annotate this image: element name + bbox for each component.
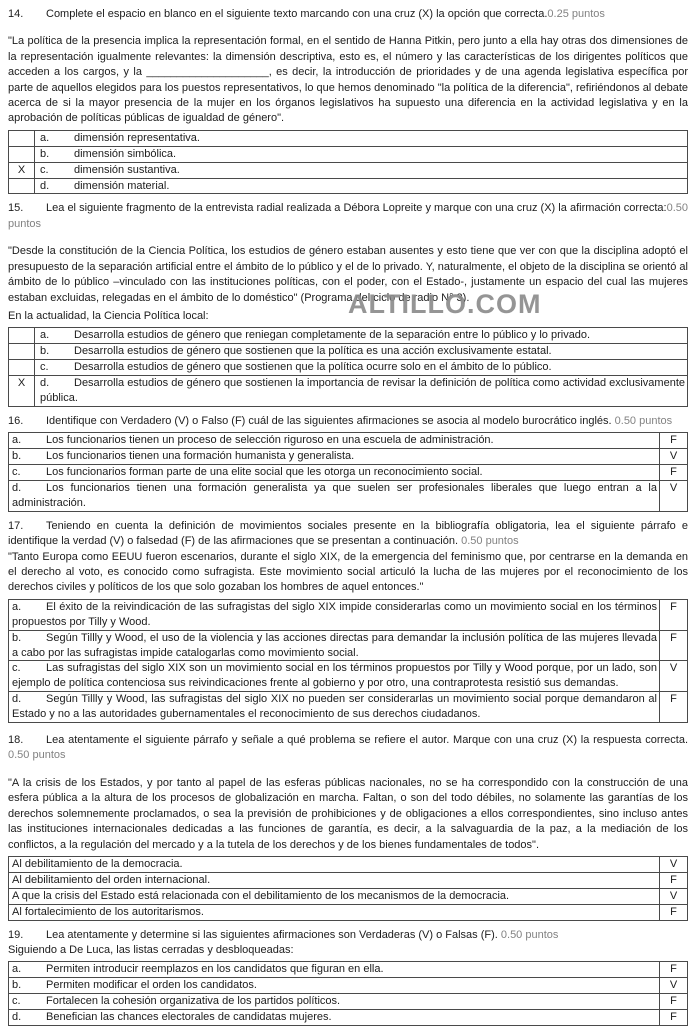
q17-letter-c: c. — [12, 662, 21, 675]
q18-vf-3: V — [660, 888, 688, 904]
q15-letter-c: c. — [40, 361, 49, 374]
q18-row-3 — [9, 888, 688, 904]
q17-row-a — [9, 599, 688, 630]
q19-letter-c: c. — [12, 995, 21, 1008]
q15-text-a: Desarrolla estudios de género que reniegan completamente de la separación entre lo público y lo privado. — [74, 329, 591, 342]
q17-text-b: Según Tillly y Wood, el uso de la violencia y las acciones directas para demandar la inclusión política de las mujeres llevada a cabo por las sufragistas impide catalogarlas como movimiento social. — [12, 631, 657, 659]
q14-prompt: Complete el espacio en blanco en el siguiente texto marcando con una cruz (X) la opción que correcta. — [46, 8, 548, 20]
q17-statement-a — [9, 599, 660, 630]
q15-prompt: Lea el siguiente fragmento de la entrevista radial realizada a Débora Lopreite y marque con una cruz (X) la afirmación correcta: — [46, 202, 667, 215]
q16-row-b — [9, 449, 688, 465]
q17-letter-b: b. — [12, 631, 22, 644]
q17-quote: "Tanto Europa como EEUU fueron escenarios, durante el siglo XIX, de la emergencia del feminismo que, por centrarse en la demanda en el derecho al voto, es conocido como sufragista. Este movimiento social articuló la lucha de las mujeres por el reconocimiento de los derechos civiles y políticos de los que solo gozaban los hombres de aquel entonces." — [8, 550, 688, 594]
q15-mark-d: X — [9, 376, 35, 407]
q17-letter-a: a. — [12, 600, 22, 613]
q14-letter-b: b. — [40, 147, 50, 160]
q16-text-c: Los funcionarios forman parte de una elite social que les otorga un reconocimiento social. — [46, 466, 483, 479]
q17-row-b — [9, 630, 688, 661]
q18-answer-2: Al debilitamiento del orden internacional. — [9, 872, 660, 888]
q16-letter-c: c. — [12, 466, 21, 479]
q18-answer-3: A que la crisis del Estado está relacionada con el debilitamiento de los mecanismos de la democracia. — [9, 888, 660, 904]
q18-vf-1: V — [660, 856, 688, 872]
q18-prompt: Lea atentamente el siguiente párrafo y señale a qué problema se refiere el autor. Marque con una cruz (X) la respuesta correcta. — [46, 734, 688, 747]
q15-text-b: Desarrolla estudios de género que sostienen que la política es una acción exclusivamente estatal. — [74, 345, 552, 358]
q16-statement-a — [9, 433, 660, 449]
q17-number: 17. — [8, 519, 24, 532]
q19-statement-c — [9, 994, 660, 1010]
q19-statement-d — [9, 1010, 660, 1026]
q17-vf-d: F — [660, 692, 688, 723]
q16-prompt: Identifique con Verdadero (V) o Falso (F) cuál de las siguientes afirmaciones se asocia al modelo burocrático inglés. — [46, 414, 612, 427]
q17-vf-b: F — [660, 630, 688, 661]
q16-statement-b — [9, 449, 660, 465]
q14-points: 0.25 puntos — [547, 8, 605, 20]
q14-option-row-b — [9, 146, 688, 162]
q19-statement-a — [9, 962, 660, 978]
q15-options-table — [8, 327, 688, 407]
q15-option-row-b — [9, 344, 688, 360]
q19-lead-in: Siguiendo a De Luca, las listas cerradas y desbloqueadas: — [8, 943, 294, 956]
q16-text-b: Los funcionarios tienen una formación humanista y generalista. — [46, 450, 355, 463]
q18-answer-1: Al debilitamiento de la democracia. — [9, 856, 660, 872]
q19-text-d: Benefician las chances electorales de candidatas mujeres. — [46, 1011, 332, 1024]
question-18 — [8, 733, 688, 920]
q15-option-row-c — [9, 360, 688, 376]
q14-text-a: dimensión representativa. — [74, 131, 200, 144]
q18-heading — [8, 733, 688, 764]
q15-mark-c — [9, 360, 35, 376]
q14-text-d: dimensión material. — [74, 179, 170, 192]
q15-option-a — [35, 328, 688, 344]
q15-text-c: Desarrolla estudios de género que sostienen que la política ocurre solo en el ámbito de lo público. — [74, 361, 552, 374]
q19-points: 0.50 puntos — [500, 928, 559, 941]
q14-text-c: dimensión sustantiva. — [74, 163, 180, 176]
q18-row-4 — [9, 904, 688, 920]
q18-row-2 — [9, 872, 688, 888]
q16-text-d: Los funcionarios tienen una formación generalista ya que suelen ser profesionales liberales que luego entran a la administración. — [12, 481, 657, 509]
q14-option-d — [35, 178, 688, 194]
q19-row-d — [9, 1010, 688, 1026]
q15-option-b — [35, 344, 688, 360]
q14-quote: "La política de la presencia implica la representación formal, en el sentido de Hanna Pitkin, pero junto a ella hay otras dos dimensiones de la representación igualmente relevantes: la dimensión descriptiva, esto es, el número y las características de los dirigentes políticos que acceden a los cargos, y la ____________________, es decir, la introducción de prioridades y de una agenda legislativa específica por parte de aquellos elegidos para los puestos representativos, lo que hemos denominado "la política de la diferencia", refiriéndonos al debate acerca de si la mayor presencia de la mujer en los órganos legislativos ha supuesto una diferencia en la actividad legislativa y en la aprobación de políticas públicas de igualdad de género". — [8, 35, 688, 125]
q16-letter-b: b. — [12, 450, 22, 463]
q14-mark-b — [9, 146, 35, 162]
q14-letter-c: c. — [40, 163, 49, 176]
altillo-watermark: ALTILLO.COM — [348, 289, 542, 319]
q17-text-c: Las sufragistas del siglo XIX son un movimiento social en los términos propuestos por Tilly y Wood porque, por un lado, son ejemplo de política contenciosa sus reivindicaciones frente al gobierno y por otro, una contraprotesta resistió sus demandas. — [12, 662, 657, 690]
q16-row-c — [9, 465, 688, 481]
q17-statements-table — [8, 599, 688, 723]
q19-heading — [8, 928, 688, 943]
q14-option-c — [35, 162, 688, 178]
q16-vf-d: V — [660, 480, 688, 511]
q16-letter-d: d. — [12, 481, 22, 494]
q16-number: 16. — [8, 414, 24, 427]
q16-statement-c — [9, 465, 660, 481]
question-17 — [8, 519, 688, 723]
q19-text-c: Fortalecen la cohesión organizativa de los partidos políticos. — [46, 995, 341, 1008]
q18-row-1 — [9, 856, 688, 872]
q15-letter-a: a. — [40, 329, 50, 342]
q18-vf-2: F — [660, 872, 688, 888]
q15-option-d — [35, 376, 688, 407]
q18-vf-4: F — [660, 904, 688, 920]
q15-lead-in: En la actualidad, la Ciencia Política local: — [8, 309, 209, 322]
q16-row-d — [9, 480, 688, 511]
q15-letter-b: b. — [40, 345, 50, 358]
q17-statement-d — [9, 692, 660, 723]
q18-points: 0.50 puntos — [8, 749, 66, 762]
q18-answer-4: Al fortalecimiento de los autoritarismos. — [9, 904, 660, 920]
q17-text-a: El éxito de la reivindicación de las sufragistas del siglo XIX impide considerarlas como un movimiento social en los términos propuestos por Tilly y Wood. — [12, 600, 657, 628]
q14-mark-d — [9, 178, 35, 194]
q19-row-b — [9, 978, 688, 994]
q17-letter-d: d. — [12, 693, 22, 706]
q15-option-row-a — [9, 328, 688, 344]
q16-text-a: Los funcionarios tienen un proceso de selección riguroso en una escuela de administración. — [46, 434, 494, 447]
q14-heading — [8, 7, 688, 22]
q17-heading — [8, 519, 688, 550]
q19-row-a — [9, 962, 688, 978]
q16-statement-d — [9, 480, 660, 511]
q15-text-d: Desarrolla estudios de género que sostienen la importancia de revisar la definición de política como actividad exclusivamente pública. — [40, 377, 685, 404]
q17-vf-c: V — [660, 661, 688, 692]
q14-option-a — [35, 130, 688, 146]
q14-number: 14. — [8, 8, 24, 20]
q15-mark-b — [9, 344, 35, 360]
q15-number: 15. — [8, 202, 24, 215]
question-16 — [8, 414, 688, 512]
q17-row-d — [9, 692, 688, 723]
q17-points: 0.50 puntos — [461, 535, 519, 548]
q19-statements-table — [8, 961, 688, 1026]
q16-vf-a: F — [660, 433, 688, 449]
q14-letter-d: d. — [40, 179, 50, 192]
q14-option-row-a — [9, 130, 688, 146]
q19-letter-d: d. — [12, 1011, 22, 1024]
q16-statements-table — [8, 432, 688, 512]
q15-option-row-d — [9, 376, 688, 407]
q17-vf-a: F — [660, 599, 688, 630]
question-19 — [8, 928, 688, 1026]
q15-mark-a — [9, 328, 35, 344]
q19-vf-d: F — [660, 1010, 688, 1026]
q14-letter-a: a. — [40, 131, 50, 144]
q14-option-b — [35, 146, 688, 162]
q14-options-table — [8, 130, 688, 195]
q16-points: 0.50 puntos — [614, 414, 673, 427]
q16-row-a — [9, 433, 688, 449]
q15-points: 0.50 puntos — [8, 202, 688, 230]
q17-statement-c — [9, 661, 660, 692]
q19-row-c — [9, 994, 688, 1010]
question-14 — [8, 7, 688, 194]
q19-statement-b — [9, 978, 660, 994]
q15-quote: "Desde la constitución de la Ciencia Política, los estudios de género estaban ausentes y esto tiene que ver con que la disciplina adoptó el presupuesto de la separación artificial entre el ámbito de lo público y el de lo privado. Y, naturalmente, el objeto de la disciplina se orientó al ámbito de lo público –vinculado con las instituciones políticas, con el poder, con el Estado-, justamente un espacio del cual las mujeres estaban excluidas, relegadas en el ámbito de lo doméstico" (Programa del ciclo de radio N° 3). — [8, 245, 688, 304]
q16-letter-a: a. — [12, 434, 22, 447]
q14-option-row-c — [9, 162, 688, 178]
q19-letter-a: a. — [12, 963, 22, 976]
q14-text-b: dimensión simbólica. — [74, 147, 177, 160]
q17-text-d: Según Tillly y Wood, las sufragistas del siglo XIX no pueden ser considerarlas un movimiento social porque demandaron al Estado y no a las autoridades gubernamentales el reconocimiento de sus derechos ciudadanos. — [12, 693, 657, 721]
q19-number: 19. — [8, 928, 24, 941]
q18-number: 18. — [8, 734, 24, 747]
q14-mark-a — [9, 130, 35, 146]
q19-vf-b: V — [660, 978, 688, 994]
q16-vf-b: V — [660, 449, 688, 465]
q19-prompt: Lea atentamente y determine si las siguientes afirmaciones son Verdaderas (V) o Falsas (F). — [46, 928, 498, 941]
q19-vf-a: F — [660, 962, 688, 978]
q18-answers-table — [8, 856, 688, 921]
q14-mark-c: X — [9, 162, 35, 178]
q16-heading — [8, 414, 688, 429]
q14-option-row-d — [9, 178, 688, 194]
q16-vf-c: F — [660, 465, 688, 481]
q19-text-b: Permiten modificar el orden los candidatos. — [46, 979, 257, 992]
q17-prompt: Teniendo en cuenta la definición de movimientos sociales presente en la bibliografía obligatoria, lea el siguiente párrafo e identifique la verdad (V) o falsedad (F) de las afirmaciones que se presentan a continuación. — [8, 519, 688, 548]
q19-letter-b: b. — [12, 979, 22, 992]
q19-vf-c: F — [660, 994, 688, 1010]
q15-option-c — [35, 360, 688, 376]
q18-quote: "A la crisis de los Estados, y por tanto al papel de las esferas públicas nacionales, no se ha correspondido con la construcción de una esfera pública a la altura de los procesos de globalización en marcha. Faltan, o son del todo débiles, no solamente las garantías de los derechos solemnemente proclamados, o sea la previsión de prohibiciones y de obligaciones a ellos correspondientes, sino incluso antes las instituciones internacionales dedicadas a las funciones de garantía, es decir, a la salvaguardia de la paz, a la mediación de los conflictos, a la regulación del mercado y a la tutela de los derechos y de los bienes fundamentales de todos". — [8, 776, 688, 851]
q19-text-a: Permiten introducir reemplazos en los candidatos que figuran en ella. — [46, 963, 384, 976]
q15-letter-d: d. — [40, 377, 50, 390]
q15-heading — [8, 201, 688, 232]
q17-statement-b — [9, 630, 660, 661]
q17-row-c — [9, 661, 688, 692]
